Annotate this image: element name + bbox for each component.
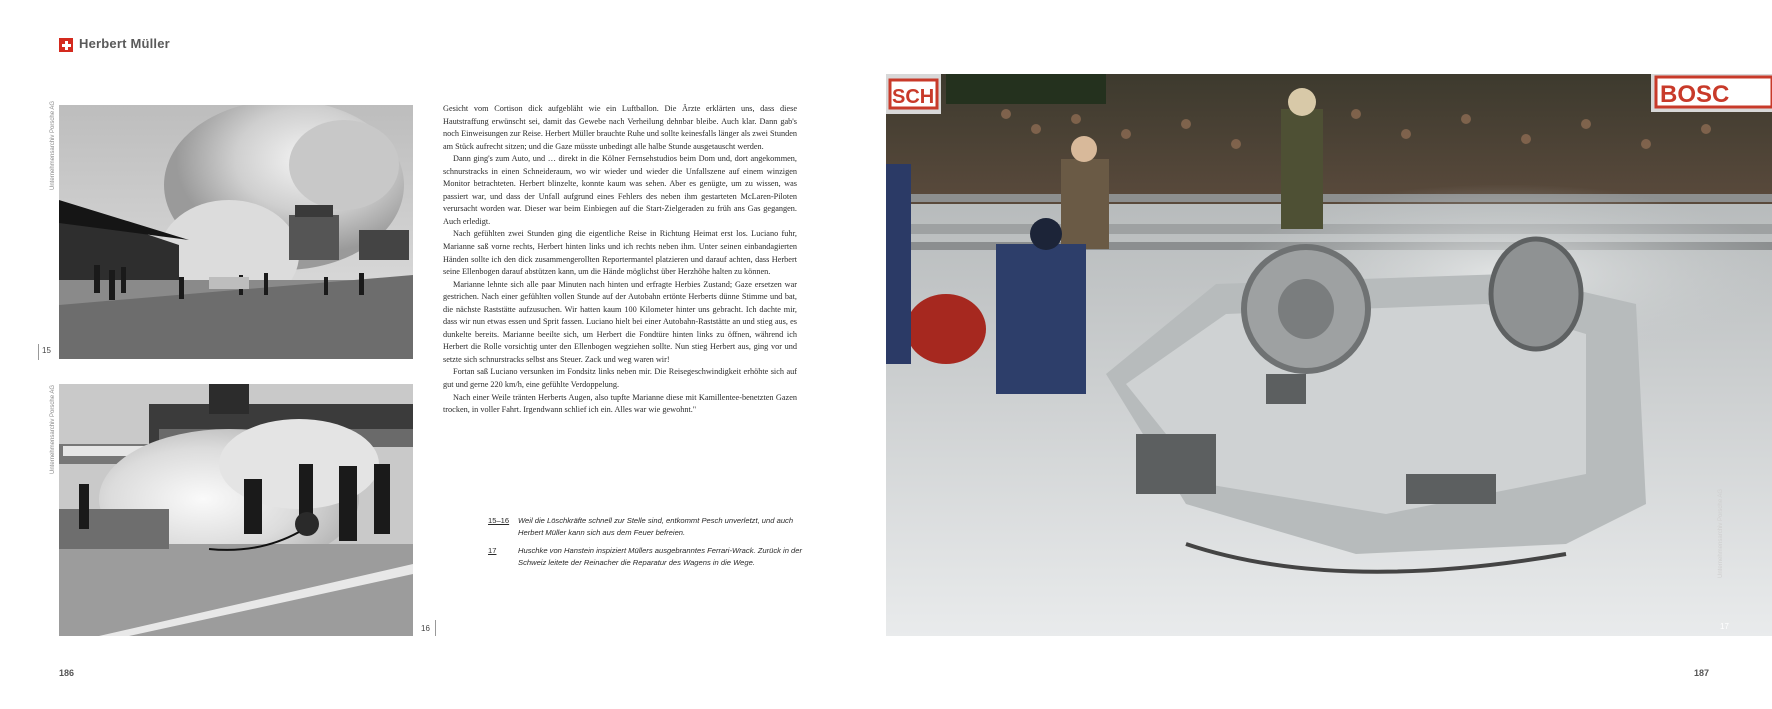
photo-16-credit: Unternehmensarchiv Porsche AG [50,384,56,474]
caption-number: 17 [488,546,497,555]
running-header-title: Herbert Müller [79,36,170,51]
body-paragraph: Marianne lehnte sich alle paar Minuten nach hinten und erfragte Herbies Zustand; Gaze ersetzen war gestrichen. Nach einer gefühlten vollen Stunde auf der Autobahn ertönte Herberts dünne Stimme und bat, die nächste Raststätte aufzusuchen. Wir hatten kaum 100 Kilometer hinter uns gebracht. Ich dachte mir, dass wir nun etwas essen und Sprit fassen. Luciano hielt bei einer Autobahn-Raststätte an und stieg aus, es dunkelte bereits. Marianne beeilte sich, um Herbert die Fondtüre hinten links zu öffnen, während ich Herbert die Rolle vorsichtig unter den Ellenbogen wegziehen sollte. Nun stieg Herbert aus, ging vor und setzte sich schnurstracks selbst ans Steuer. Zack und weg waren wir! [443,279,797,364]
photo-17-credit: Unternehmensarchiv Porsche AG [1718,488,1724,578]
caption-text: Huschke von Hanstein inspiziert Müllers ausgebranntes Ferrari-Wrack. Zurück in der Schweiz leitete der Reinacher die Reparatur des Wagens in die Wege. [518,546,803,567]
page-number-left: 186 [59,668,75,678]
sign-text-right: BOSC [1660,81,1730,108]
photo-15-number-rule [38,344,39,360]
body-paragraph: Nach gefühlten zwei Stunden ging die eigentliche Reise in Richtung Heimat erst los. Luciano fuhr, Marianne saß vorne rechts, Herbert hinten links und ich rechts neben ihm. Unter seinen einbandagierten Händen sollte ich den dick zusammengerollten Reportermantel platzieren und darauf achten, dass Herbert seine Ellenbogen darauf abstützen kann, um die Hände möglichst über Herzhöhe halten zu können. [443,229,797,277]
body-paragraph: Fortan saß Luciano versunken im Fondsitz links neben mir. Die Reisegeschwindigkeit erhöhte sich auf gut und gerne 220 km/h, eine gefühlte Verdoppelung. [443,367,797,390]
swiss-flag-icon [59,38,73,52]
caption-15-16 [488,515,808,539]
body-paragraph: Gesicht vom Cortison dick aufgebläht wie ein Luftballon. Die Ärzte erklärten uns, dass diese Hautstraffung erwünscht sei, damit das Gewebe nach Verheilung dehnbar bleibe. Auch klar. Dann gab's noch Einweisungen zur Reise. Herbert Müller brauchte Ruhe und sollte keinesfalls länger als zwei Stunden am Stück aufrecht sitzen; und die Gaze müsste unbedingt alle halbe Stunde ausgetauscht werden. [443,104,797,151]
sign-text-left: SCH [892,86,935,108]
photo-15-number: 15 [42,346,51,355]
photo-15-burning-car-pits [59,105,413,359]
photo-15-credit: Unternehmensarchiv Porsche AG [50,100,56,190]
caption-number: 15–16 [488,516,510,525]
photo-16-fire-crew [59,384,413,636]
caption-text: Weil die Löschkräfte schnell zur Stelle sind, entkommt Pesch unverletzt, und auch Herbert Müller kann sich aus dem Feuer befreien. [518,516,794,537]
body-text [443,103,797,417]
body-paragraph: Dann ging's zum Auto, und … direkt in die Kölner Fernsehstudios beim Dom und, dort angekommen, schnurstracks in einen Schneideraum, wo wir wieder und wieder die Unfallszene auf einem winzigen Monitor betrachteten. Herbert blinzelte, konnte kaum was sehen. Aber es genügte, um zu wissen, was passiert war, und dass der Unfall aufgrund eines Fehlers des neben ihm gestarteten McLaren-Piloten verursacht worden war. Dieser war beim Einbiegen auf die Start-Zielgeraden zu früh ans Gas gegangen. Auch erledigt. [443,154,797,226]
page-number-right: 187 [1694,668,1710,678]
photo-17-number: 17 [1720,622,1729,631]
caption-17 [488,545,808,569]
photo-16-number-rule [435,620,436,636]
photo-17-burnt-ferrari-wreck [886,74,1772,636]
photo-captions [488,515,808,575]
body-paragraph: Nach einer Weile tränten Herberts Augen, also tupfte Marianne diese mit Kamillentee-benetzten Gazen trocken, in voller Fahrt. Irgendwann schlief ich ein. Alles war wie gewohnt." [443,392,797,415]
photo-16-number: 16 [421,624,430,633]
